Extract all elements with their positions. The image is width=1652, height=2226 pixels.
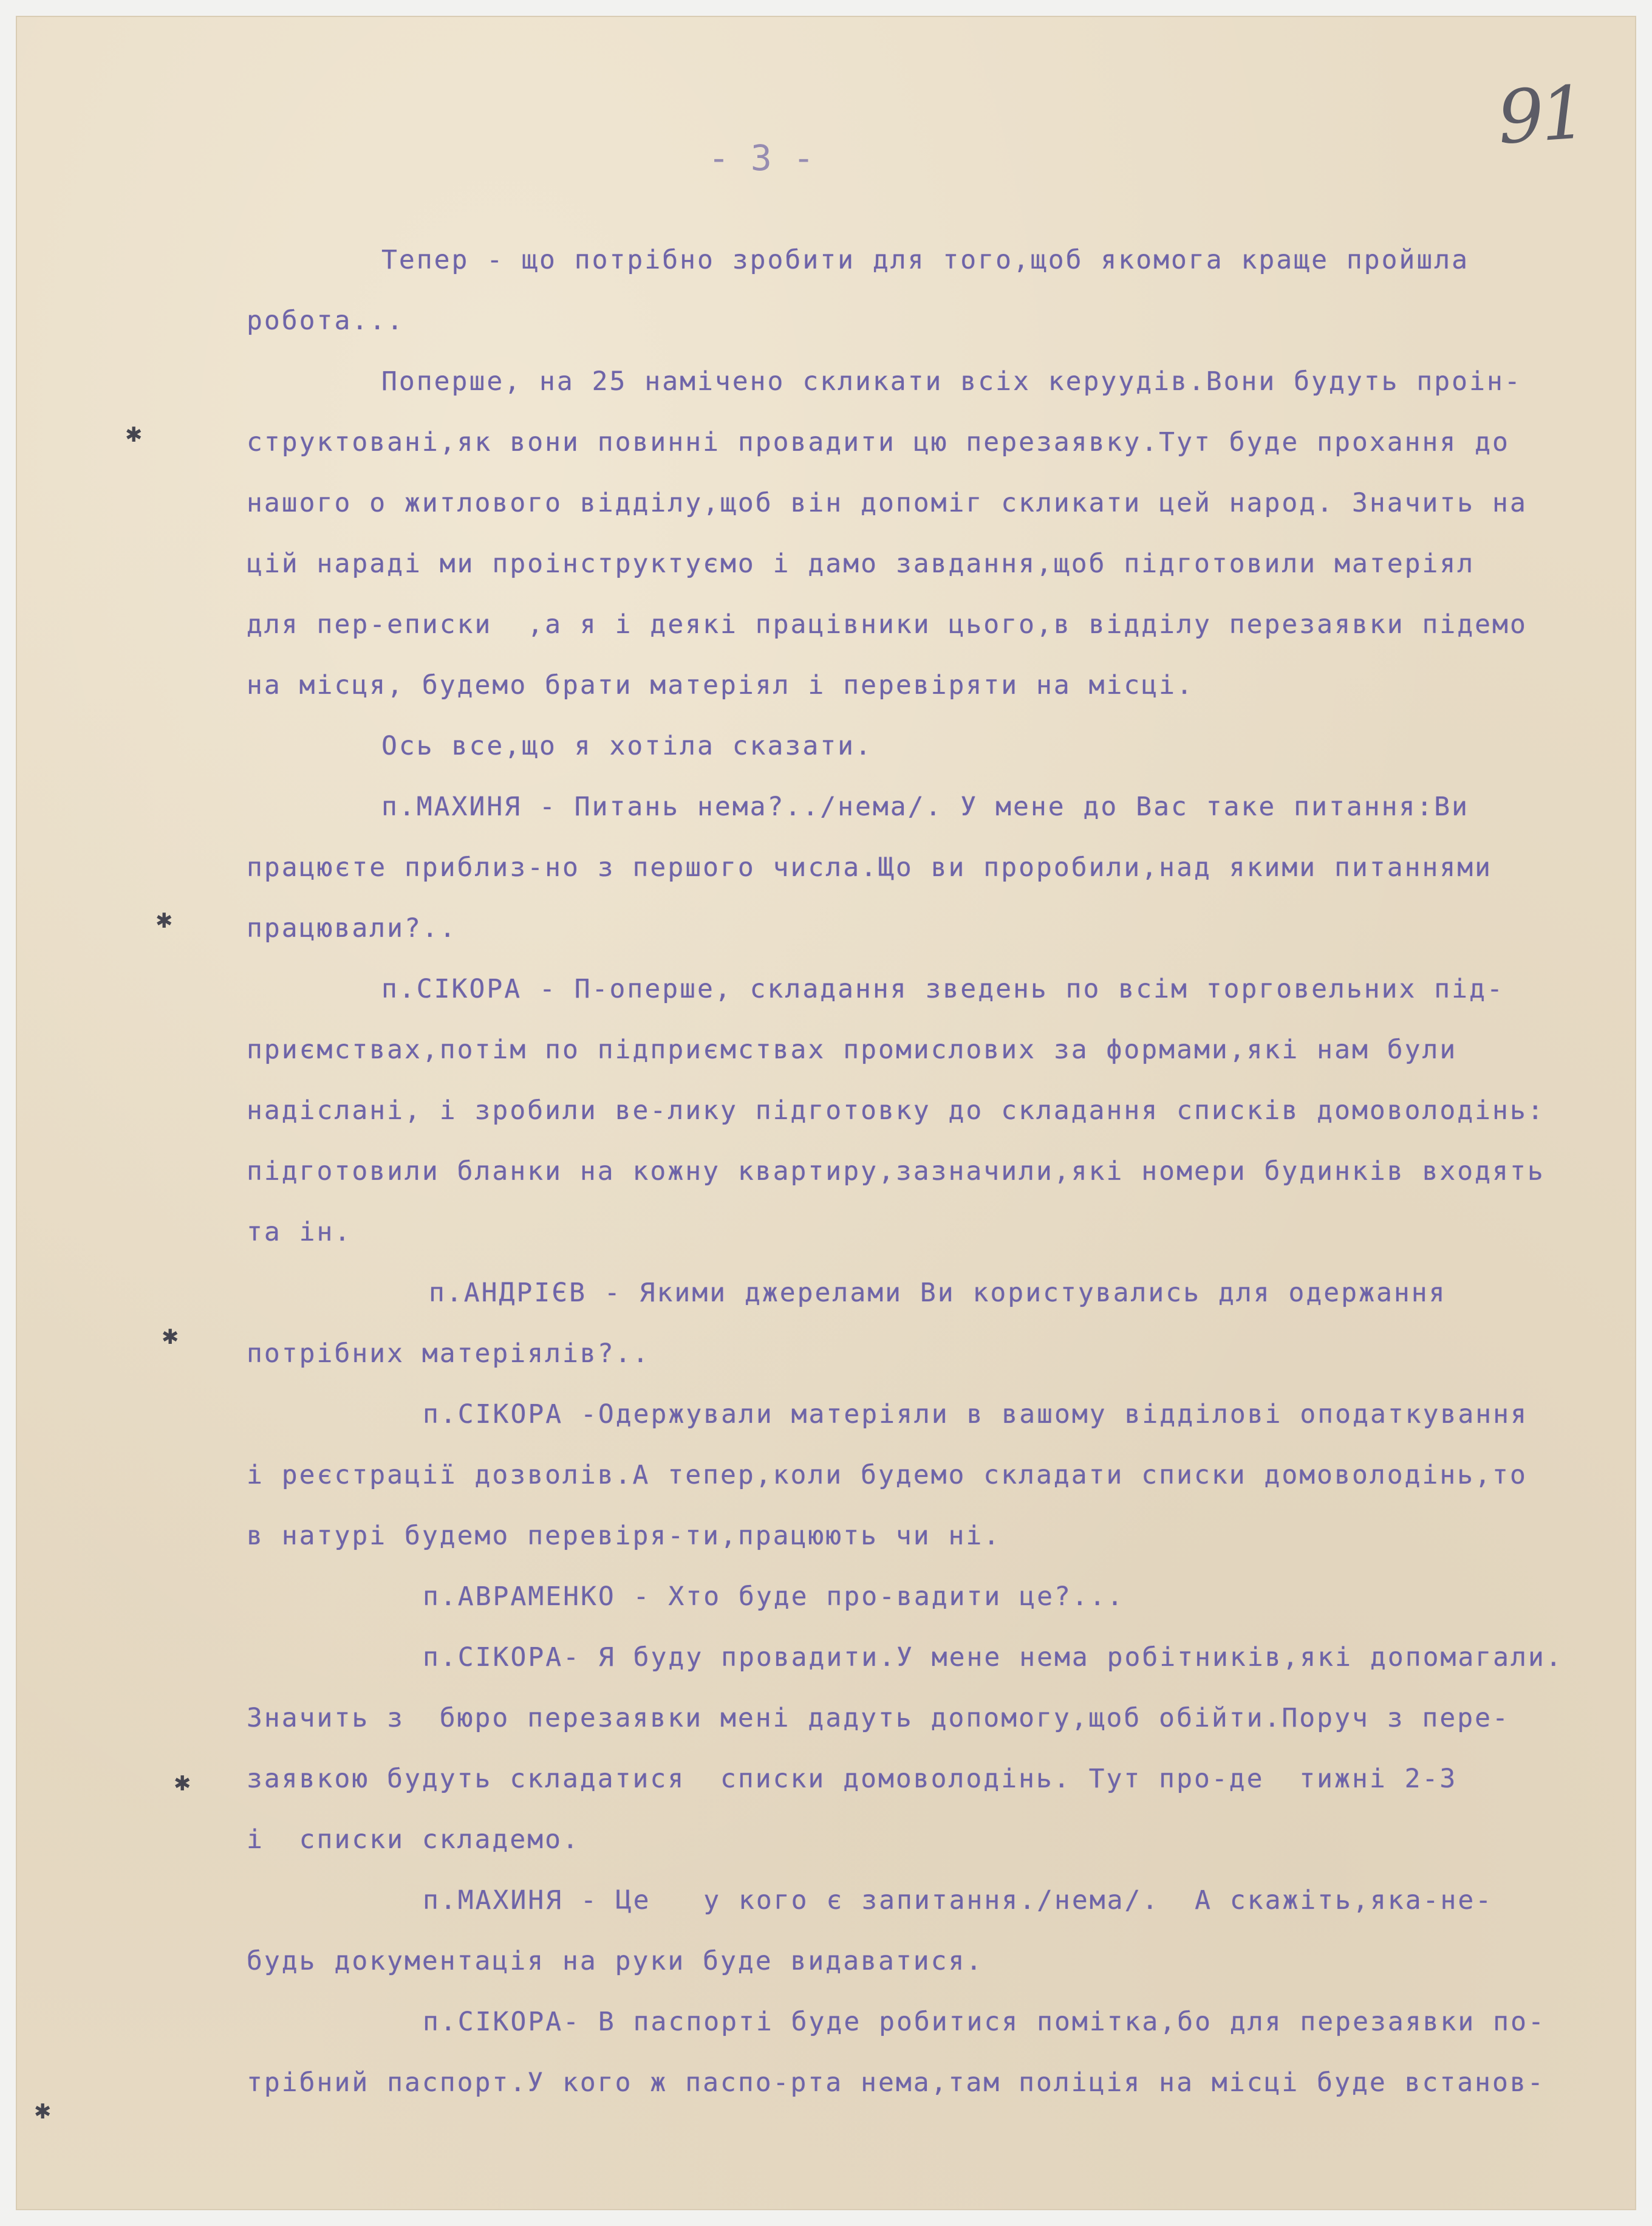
text-line: на місця, будемо брати матеріял і перевіряти на місці. xyxy=(247,670,1194,700)
text-line: Ось все,що я хотіла сказати. xyxy=(381,731,873,761)
ink-mark: ✱ xyxy=(155,909,173,933)
text-line: приємствах,потім по підприємствах промислових за формами,які нам були xyxy=(247,1035,1458,1065)
archive-page-number: 91 xyxy=(1495,70,1586,161)
text-line: та ін. xyxy=(247,1217,352,1247)
document-page xyxy=(16,16,1636,2210)
page-number: - 3 - xyxy=(708,137,814,179)
text-line: надіслані, і зробили ве-лику підготовку до складання списків домоволодінь: xyxy=(247,1095,1545,1126)
transcript-text xyxy=(247,230,1583,2113)
text-line: трібний паспорт.У кого ж паспо-рта нема,там поліція на місці буде встанов- xyxy=(247,2067,1545,2098)
text-line: п.СІКОРА -Одержували матеріяли в вашому відділові оподаткування xyxy=(423,1399,1528,1430)
ink-mark: ✱ xyxy=(34,2100,52,2124)
text-line: Тепер - що потрібно зробити для того,щоб якомога краще пройшла xyxy=(381,245,1470,275)
text-line: для пер-еписки ,а я і деякі працівники цього,в відділу перезаявки підемо xyxy=(247,609,1527,640)
text-line: в натурі будемо перевіря-ти,працюють чи ні. xyxy=(247,1521,1002,1551)
ink-mark: ✱ xyxy=(174,1772,191,1796)
text-line: підготовили бланки на кожну квартиру,зазначили,які номери будинків входять xyxy=(247,1156,1545,1187)
text-line: і списки складемо. xyxy=(247,1824,580,1855)
text-line: і реєстрації дозволів.А тепер,коли будемо складати списки домоволодінь,то xyxy=(247,1460,1527,1490)
text-line: заявкою будуть складатися списки домоволодінь. Тут про-де тижні 2-3 xyxy=(247,1764,1458,1794)
text-line: п.АНДРІЄВ - Якими джерелами Ви користувались для одержання xyxy=(429,1278,1447,1308)
text-line: Поперше, на 25 намічено скликати всіх керуудів.Вони будуть проін- xyxy=(381,366,1522,397)
text-line: п.МАХИНЯ - Питань нема?../нема/. У мене до Вас таке питання:Ви xyxy=(381,792,1470,822)
text-line: будь документація на руки буде видаватися. xyxy=(247,1946,984,1976)
text-line: працюєте приблиз-но з першого числа.Що ви проробили,над якими питаннями xyxy=(247,852,1493,883)
text-line: цій нараді ми проінструктуємо і дамо завдання,щоб підготовили матеріял xyxy=(247,549,1475,579)
text-line: робота... xyxy=(247,306,404,336)
text-line: Значить з бюро перезаявки мені дадуть допомогу,щоб обійти.Поруч з пере- xyxy=(247,1703,1510,1733)
ink-mark: ✱ xyxy=(125,423,143,447)
text-line: п.СІКОРА- В паспорті буде робитися помітка,бо для перезаявки по- xyxy=(423,2007,1546,2037)
text-line: потрібних матеріялів?.. xyxy=(247,1338,650,1369)
text-line: п.МАХИНЯ - Це у кого є запитання./нема/. А скажіть,яка-не- xyxy=(423,1885,1493,1916)
text-line: п.АВРАМЕНКО - Хто буде про-вадити це?... xyxy=(423,1581,1125,1612)
text-line: структовані,як вони повинні провадити цю перезаявку.Тут буде прохання до xyxy=(247,427,1510,457)
text-line: п.СІКОРА - П-оперше, складання зведень по всім торговельних під- xyxy=(381,974,1504,1004)
text-line: п.СІКОРА- Я буду провадити.У мене нема робітників,які допомагали. xyxy=(423,1642,1563,1673)
text-line: нашого о житлового відділу,щоб він допоміг скликати цей народ. Значить на xyxy=(247,488,1527,518)
text-line: працювали?.. xyxy=(247,913,457,943)
ink-mark: ✱ xyxy=(162,1325,179,1349)
